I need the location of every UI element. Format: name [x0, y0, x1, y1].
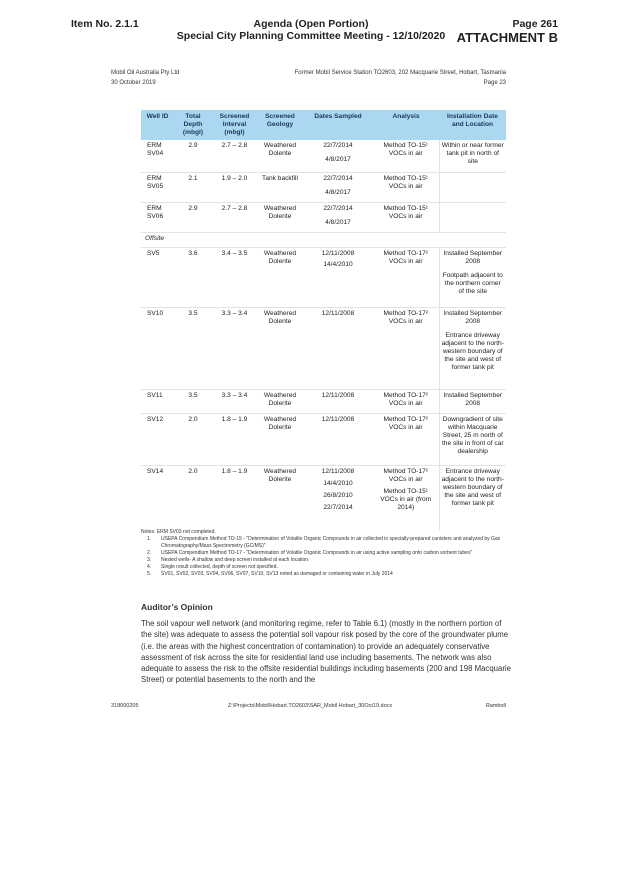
- total-depth: 2.0: [174, 465, 212, 531]
- agenda-line-1: Agenda (Open Portion): [253, 18, 369, 30]
- screened-geology: Tank backfill: [257, 172, 303, 202]
- page-number: Page 261: [512, 18, 558, 30]
- table-header-row: [141, 110, 506, 140]
- analysis: Method TO-17² VOCs in air: [373, 307, 439, 389]
- table-row: [141, 172, 506, 202]
- installation-location: Installed September 2008 Entrance driveway adjacent to the north-western boundary of the site and west of former tank pit: [439, 307, 506, 389]
- screened-geology: Weathered Dolerite: [257, 465, 303, 531]
- screened-interval: 2.7 – 2.8: [212, 202, 257, 232]
- report-date: 30 October 2019: [111, 80, 156, 86]
- table-row: [141, 202, 506, 232]
- screened-geology: Weathered Dolerite: [257, 307, 303, 389]
- section-row-offsite: [141, 232, 506, 247]
- screened-geology: Weathered Dolerite: [257, 202, 303, 232]
- total-depth: 3.5: [174, 307, 212, 389]
- col-header: Installation Date and Location: [439, 110, 506, 140]
- screened-interval: 3.4 – 3.5: [212, 247, 257, 307]
- analysis: Method TO-15¹ VOCs in air: [373, 202, 439, 232]
- footer-path: Z:\Projects\Mobil\Hobart.TO2603\SAR_Mobil Hobart_30Oct19.docx: [227, 703, 393, 709]
- attachment-label: ATTACHMENT B: [456, 30, 558, 45]
- analysis: Method TO-17² VOCs in air Method TO-15¹ VOCs in air (from 2014): [373, 465, 439, 531]
- auditor-opinion-paragraph: The soil vapour well network (and monitoring regime, refer to Table 6.1) (mostly in the northern portion of the site) was adequate to assess the potential soil vapour risk posed by the core of the groundwater plume (i.e. the areas with the highest concentration of contamination) to provide an adequately conservative assessment of risk across the site for residential land use including basements. The network was also adequate to assess the risk to the offsite residential buildings including basements (200 and 198 Macquarie Street) or potential basements to the north and the: [141, 619, 512, 685]
- dates-sampled: 12/11/2008: [303, 413, 373, 465]
- dates-sampled: 22/7/2014 4/8/2017: [323, 142, 353, 163]
- note-item: 3. Nested wells- A shallow and deep screen installed at each location.: [147, 557, 310, 563]
- screened-interval: 3.3 – 3.4: [212, 389, 257, 413]
- dates-sampled: 12/11/2008: [303, 307, 373, 389]
- auditor-opinion-heading: Auditor’s Opinion: [141, 602, 213, 612]
- well-id: ERM SV05: [141, 172, 174, 202]
- offsite-label: Offsite: [141, 232, 506, 247]
- table-row: [141, 389, 506, 413]
- well-id: SV10: [141, 307, 174, 389]
- col-header: Screened Geology: [257, 110, 303, 140]
- col-header: Screened Interval (mbgl): [212, 110, 257, 140]
- analysis: Method TO-17² VOCs in air: [373, 389, 439, 413]
- installation-location: Within or near former tank pit in north of site: [439, 140, 506, 172]
- agenda-line-2: Special City Planning Committee Meeting - 12/10/2020: [176, 30, 446, 42]
- note-item: 1. USEPA Compendium Method TO-15 - "Determination of Volatile Organic Compounds in air collected in specially-prepared canisters and analyzed by Gas Chromatography/Mass Spectrometry (GC/MS)": [147, 536, 501, 549]
- table-row: [141, 413, 506, 465]
- table-row: [141, 465, 506, 531]
- installation-location: [439, 172, 506, 202]
- screened-interval: 1.8 – 1.9: [212, 413, 257, 465]
- well-id: SV12: [141, 413, 174, 465]
- well-id: SV5: [141, 247, 174, 307]
- col-header: Analysis: [373, 110, 439, 140]
- analysis: Method TO-15¹ VOCs in air: [383, 142, 428, 157]
- col-header: Total Depth (mbgl): [174, 110, 212, 140]
- agenda-title: [150, 18, 472, 42]
- installation-location: Installed September 2008: [439, 389, 506, 413]
- table-notes: [141, 529, 511, 578]
- screened-interval: 1.8 – 1.9: [212, 465, 257, 531]
- site-description: Former Mobil Service Station TO2603, 202 Macquarie Street, Hobart, Tasmania: [294, 70, 506, 76]
- screened-geology: Weathered Dolerite: [263, 142, 297, 157]
- installation-location: Downgradient of site within Macquarie Street, 25 m north of the site in front of car dealership: [439, 413, 506, 465]
- analysis: Method TO-17² VOCs in air: [373, 413, 439, 465]
- dates-sampled: 12/11/2008 14/4/2010: [303, 247, 373, 307]
- note-item: 4. Single result collected, depth of screen not specified.: [147, 564, 278, 570]
- dates-sampled: 12/11/2008: [303, 389, 373, 413]
- notes-intro: Notes: ERM SV03 not completed.: [141, 529, 216, 535]
- dates-sampled: 12/11/2008 14/4/2010 26/8/2010 22/7/2014: [303, 465, 373, 531]
- note-item: 2. USEPA Compendium Method TO-17 - "Determination of Volatile Organic Compounds in air using active sampling onto carbon sorbent tubes": [147, 550, 473, 556]
- total-depth: 2.9: [188, 142, 198, 149]
- table-row: [141, 307, 506, 389]
- company-name: Mobil Oil Australia Pty Ltd: [111, 70, 180, 76]
- note-item: 5. SV01, SV02, SV03, SV04, SV06, SV07, SV10, SV13 noted as damaged or containing water in July 2014: [147, 571, 393, 577]
- well-id: ERM SV06: [141, 202, 174, 232]
- screened-geology: Weathered Dolerite: [257, 389, 303, 413]
- dates-sampled: 22/7/2014 4/8/2017: [303, 172, 373, 202]
- col-header: Dates Sampled: [303, 110, 373, 140]
- well-id: ERM SV04: [147, 142, 164, 157]
- installation-location: Entrance driveway adjacent to the north-western boundary of the site and west of former tank pit: [439, 465, 506, 531]
- footer-brand: Ramboll: [485, 703, 506, 709]
- col-header: Well ID: [141, 110, 174, 140]
- soil-vapour-wells-table: [141, 110, 506, 531]
- total-depth: 3.6: [174, 247, 212, 307]
- screened-interval: 1.9 – 2.0: [212, 172, 257, 202]
- total-depth: 2.9: [174, 202, 212, 232]
- screened-interval: 2.7 – 2.8: [221, 142, 248, 149]
- screened-interval: 3.3 – 3.4: [212, 307, 257, 389]
- well-id: SV11: [141, 389, 174, 413]
- installation-location: [439, 202, 506, 232]
- analysis: Method TO-17² VOCs in air: [373, 247, 439, 307]
- well-id: SV14: [141, 465, 174, 531]
- doc-page-number: Page 23: [483, 80, 506, 86]
- screened-geology: Weathered Dolerite: [257, 247, 303, 307]
- item-number: Item No. 2.1.1: [71, 18, 139, 30]
- footer-ref: 318000205: [111, 703, 139, 709]
- total-depth: 2.1: [174, 172, 212, 202]
- screened-geology: Weathered Dolerite: [257, 413, 303, 465]
- table-row: [141, 247, 506, 307]
- dates-sampled: 22/7/2014 4/8/2017: [303, 202, 373, 232]
- analysis: Method TO-15¹ VOCs in air: [373, 172, 439, 202]
- installation-location: Installed September 2008 Footpath adjacent to the northern corner of the site: [439, 247, 506, 307]
- table-row: [141, 140, 506, 172]
- total-depth: 3.5: [174, 389, 212, 413]
- total-depth: 2.0: [174, 413, 212, 465]
